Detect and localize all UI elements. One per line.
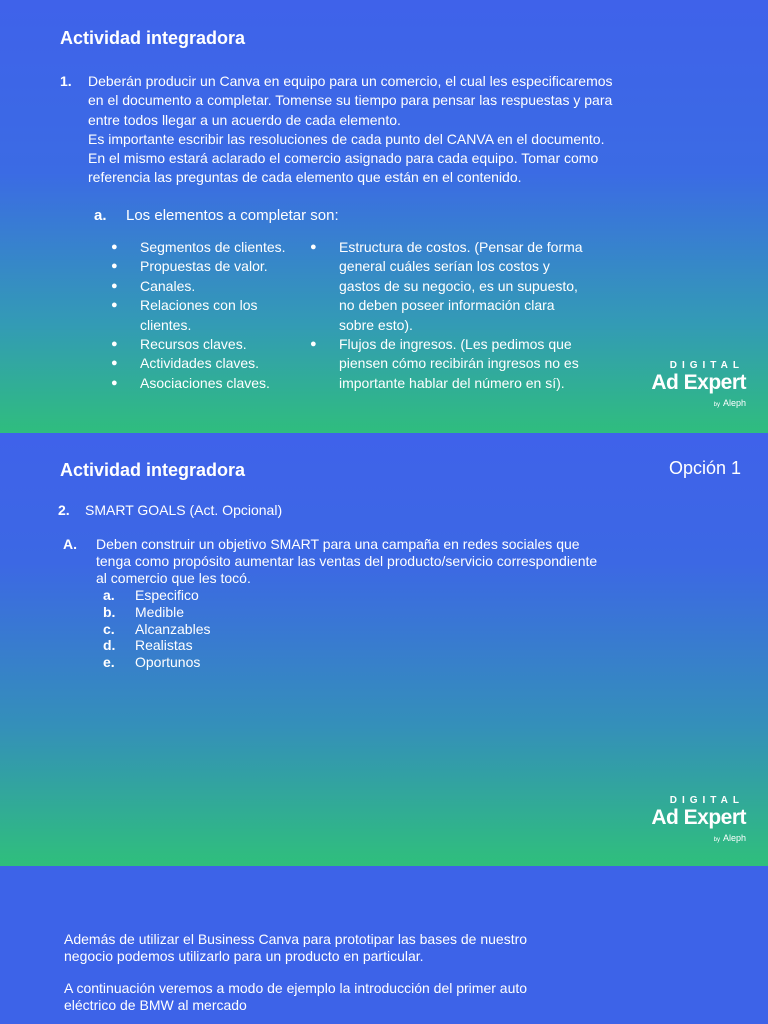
list-item-text: gastos de su negocio, es un supuesto, (339, 277, 578, 294)
sub-marker: a. (94, 207, 107, 224)
list-item-text: Estructura de costos. (Pensar de forma (339, 239, 583, 255)
list-item (103, 637, 211, 654)
list-item-text: Relaciones con los (140, 297, 258, 314)
logo-digital: DIGITAL (669, 360, 744, 371)
list-item (103, 587, 211, 604)
paragraph-line: referencia las preguntas de cada elemento que están en el contenido. (88, 169, 522, 186)
paragraph-line: Además de utilizar el Business Canva para prototipar las bases de nuestro (64, 931, 528, 947)
list-item-text: Medible (135, 603, 185, 620)
slide-business-canva-intro (0, 866, 768, 1024)
logo-brand: Aleph (722, 833, 746, 843)
list-marker: a. (103, 587, 115, 603)
item-marker: A. (63, 536, 77, 552)
paragraph-line: Deben construir un objetivo SMART para una campaña en redes sociales que (96, 536, 580, 552)
list-item-text: Realistas (135, 637, 193, 654)
logo-ad-expert: Ad Expert (651, 371, 746, 394)
list-item-text: clientes. (140, 316, 192, 333)
item-number: 1. (60, 73, 72, 89)
paragraph-line: entre todos llegar a un acuerdo de cada elemento. (88, 111, 401, 128)
list-item-text: Propuestas de valor. (140, 258, 268, 275)
bullet-icon: ● (111, 241, 118, 253)
bullet-icon: ● (111, 279, 118, 292)
paragraph-line: tenga como propósito aumentar las ventas del producto/servicio correspondiente (96, 552, 598, 569)
list-item (103, 620, 211, 638)
item-number: 2. (58, 502, 70, 518)
slide-title: Actividad integradora (60, 28, 246, 48)
list-item (111, 374, 311, 393)
list-item-text: sobre esto). (339, 316, 413, 333)
item-heading: SMART GOALS (Act. Opcional) (85, 502, 283, 518)
list-item-text: Recursos claves. (140, 336, 247, 353)
list-item (111, 238, 311, 257)
list-item-text: piensen cómo recibirán ingresos no es (339, 355, 579, 372)
list-item-text: Flujos de ingresos. (Les pedimos que (339, 336, 572, 353)
list-item (111, 335, 311, 354)
smart-list (103, 587, 211, 671)
bullet-icon: ● (111, 299, 118, 312)
logo-by-aleph (714, 398, 746, 408)
slide-canva-activity (0, 0, 768, 433)
paragraph-line: Es importante escribir las resoluciones de cada punto del CANVA en el documento. (88, 130, 605, 147)
list-item-text: Especifico (135, 587, 199, 603)
bullet-icon: ● (111, 338, 118, 351)
bullet-icon: ● (111, 260, 118, 273)
list-item (310, 335, 620, 393)
bullet-icon: ● (310, 241, 317, 253)
list-marker: e. (103, 654, 115, 671)
list-item-text: Alcanzables (135, 620, 211, 637)
bullet-icon: ● (111, 376, 118, 389)
logo-by: by (713, 837, 720, 843)
list-marker: d. (103, 637, 116, 654)
list-item-text: importante hablar del número en sí). (339, 374, 565, 391)
list-item (111, 296, 311, 335)
list-item (111, 354, 311, 373)
option-label: Opción 1 (669, 458, 742, 478)
paragraph-line: eléctrico de BMW al mercado (64, 996, 247, 1013)
paragraph-line: En el mismo estará aclarado el comercio asignado para cada equipo. Tomar como (88, 150, 599, 167)
item-paragraph (88, 72, 708, 188)
logo-by: by (713, 402, 720, 408)
paragraph-line: negocio podemos utilizarlo para un producto en particular. (64, 947, 424, 964)
sub-heading: Los elementos a completar son: (126, 207, 339, 224)
digital-ad-expert-logo (636, 360, 748, 410)
list-item (103, 654, 211, 671)
paragraph-line: Deberán producir un Canva en equipo para un comercio, el cual les especificaremos (88, 73, 613, 89)
list-item-text: Canales. (140, 277, 196, 294)
bullet-icon: ● (111, 357, 118, 370)
list-item-text: Actividades claves. (140, 355, 260, 372)
list-item (111, 257, 311, 276)
elements-list-left (111, 238, 311, 393)
logo-ad-expert: Ad Expert (651, 806, 746, 829)
paragraph-line: en el documento a completar. Tomense su tiempo para pensar las respuestas y para (88, 92, 613, 109)
slide-title: Actividad integradora (60, 460, 246, 480)
list-item-text: general cuáles serían los costos y (339, 258, 550, 275)
elements-list-right (310, 238, 620, 393)
slide-smart-goals (0, 433, 768, 866)
list-marker: c. (103, 620, 115, 637)
paragraph-line: al comercio que les tocó. (96, 569, 251, 586)
logo-digital: DIGITAL (669, 795, 744, 806)
paragraph-line: A continuación veremos a modo de ejemplo la introducción del primer auto (64, 980, 528, 996)
list-item-text: Segmentos de clientes. (140, 239, 286, 255)
list-item-text: Asociaciones claves. (140, 374, 270, 391)
list-marker: b. (103, 603, 116, 620)
bullet-icon: ● (310, 338, 317, 351)
list-item (310, 238, 620, 335)
list-item (111, 277, 311, 296)
logo-brand: Aleph (722, 398, 746, 408)
digital-ad-expert-logo (636, 795, 748, 845)
intro-paragraph (64, 931, 704, 965)
list-item (103, 603, 211, 621)
item-paragraph (96, 536, 696, 586)
example-paragraph (64, 980, 704, 1014)
list-item-text: Oportunos (135, 654, 201, 671)
logo-by-aleph (714, 833, 746, 843)
list-item-text: no deben poseer información clara (339, 297, 555, 314)
